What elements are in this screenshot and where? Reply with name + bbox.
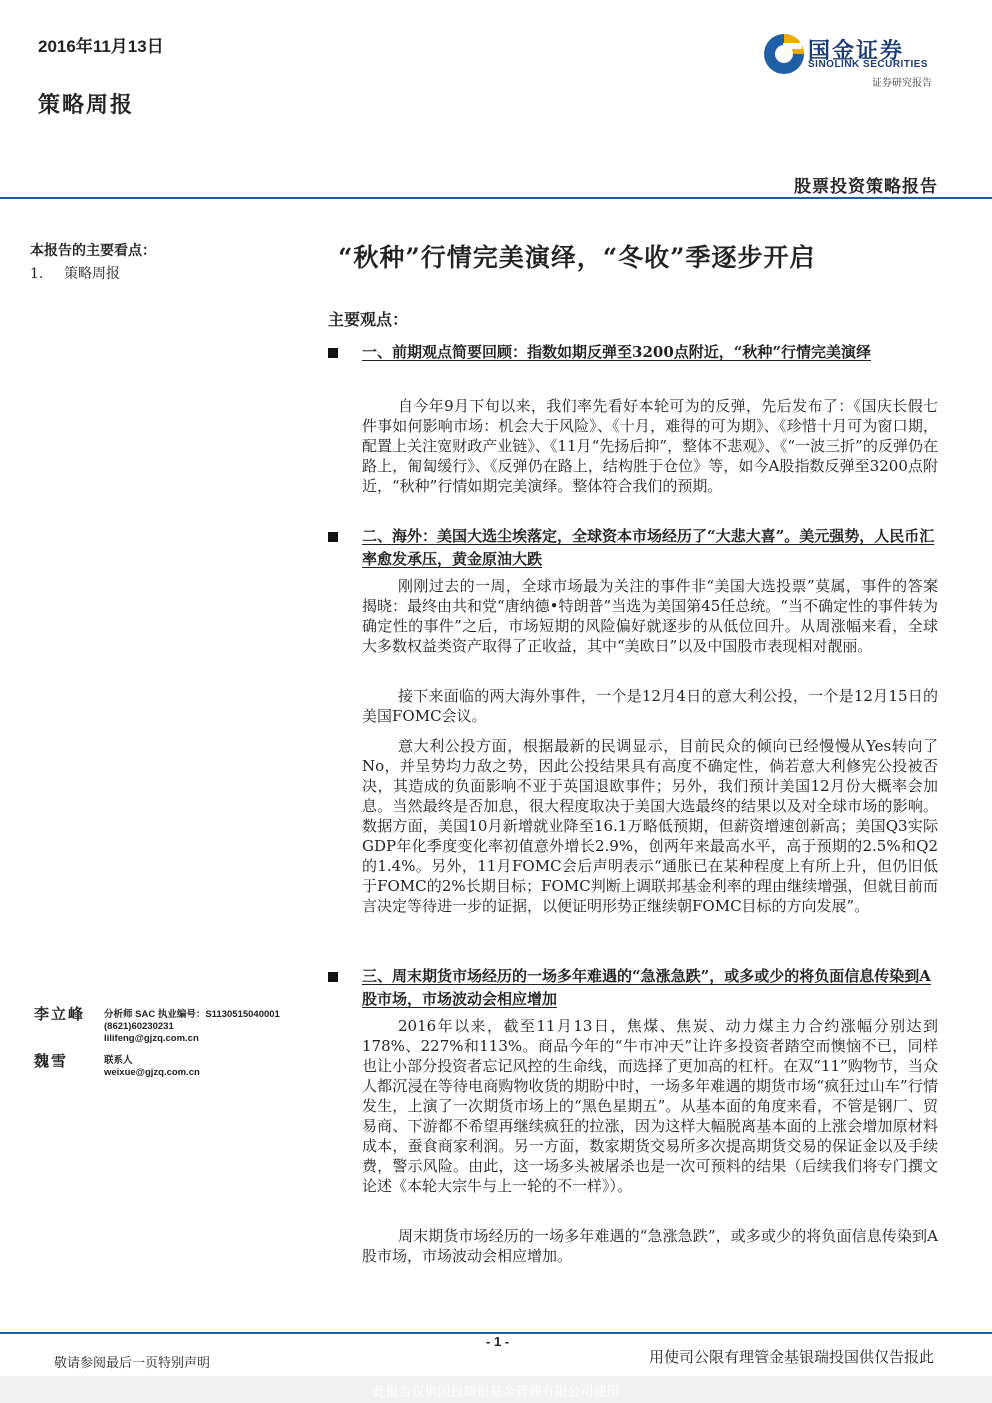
section-heading-1: 一、前期观点简要回顾：指数如期反弹至3200点附近，“秋种”行情完美演绎 — [362, 343, 872, 361]
contact-email: weixue@gjzq.com.cn — [104, 1067, 200, 1078]
section-2-paragraph-1: 刚刚过去的一周，全球市场最为关注的事件非“美国大选投票”莫属，事件的答案揭晓：最终由共和党“唐纳德•特朗普”当选为美国第45任总统。“当不确定性的事件转为确定性的事件”之后，市场短期的风险偏好就逐步的从低位回升。从周涨幅来看，全球大多数权益类资产取得了正收益，其中“美欧日”以及中国股市表现相对靓丽。 — [362, 577, 938, 655]
sidebar-item-label: 策略周报 — [64, 266, 120, 282]
analyst-name: 李立峰 — [34, 1005, 86, 1023]
contact-name: 魏雪 — [34, 1052, 69, 1070]
section-bullet-icon — [328, 348, 338, 358]
analyst-contact — [104, 1009, 280, 1045]
logo-subtitle: 证券研究报告 — [872, 78, 932, 89]
page-number: - 1 - — [486, 1334, 510, 1349]
sidebar-heading: 本报告的主要看点： — [30, 243, 156, 259]
header-divider — [0, 197, 992, 199]
analyst-email: lilifeng@gjzq.com.cn — [104, 1033, 199, 1044]
analyst-role: 分析师 SAC 执业编号：S1130515040001 — [104, 1009, 280, 1020]
analyst-phone: (8621)60230231 — [104, 1021, 174, 1032]
section-bullet-icon — [328, 972, 338, 982]
footer-watermark: 此报告仅供国投瑞银基金管理有限公司使用 — [372, 1385, 620, 1400]
section-2-paragraph-3: 意大利公投方面，根据最新的民调显示，目前民众的倾向已经慢慢从Yes转向了No，并呈势均力敌之势，因此公投结果具有高度不确定性，倘若意大利修宪公投被否决，其造成的负面影响不亚于英国退欧事件；另外，我们预计美国12月份大概率会加息。当然最终是否加息，很大程度取决于美国大选最终的结果以及对全球市场的影响。数据方面，美国10月新增就业降至16.1万略低预期，但薪资增速创新高；美国Q3实际GDP年化季度变化率初值意外增长2.9%，创两年来最高水平，高于预期的2.5%和Q2的1.4%。另外，11月FOMC会后声明表示“通胀已在某种程度上有所上升，但仍旧低于FOMC的2%长期目标；FOMC判断上调联邦基金利率的理由继续增强，但就目前而言决定等待进一步的证据，以便证明形势正继续朝FOMC目标的方向发展”。 — [362, 737, 938, 915]
section-heading-3: 三、周末期货市场经历的一场多年难遇的“急涨急跌”，或多或少的将负面信息传染到A股市场，市场波动会相应增加 — [362, 967, 931, 1008]
sidebar-item-number: 1. — [30, 266, 44, 282]
section-heading-2: 二、海外：美国大选尘埃落定，全球资本市场经历了“大悲大喜”。美元强势，人民币汇率愈发承压，黄金原油大跌 — [362, 527, 935, 568]
logo-name-cn: 国金证券 — [808, 38, 905, 63]
section-2-paragraph-2: 接下来面临的两大海外事件，一个是12月4日的意大利公投，一个是12月15日的美国FOMC会议。 — [362, 687, 938, 725]
section-3-paragraph-2: 周末期货市场经历的一场多年难遇的“急涨急跌”，或多或少的将负面信息传染到A股市场，市场波动会相应增加。 — [362, 1227, 938, 1265]
logo-name-en: SINOLINK SECURITIES — [808, 59, 929, 70]
contact-info — [104, 1055, 200, 1079]
section-1-paragraph-1: 自今年9月下旬以来，我们率先看好本轮可为的反弹，先后发布了：《国庆长假七件事如何影响市场：机会大于风险》、《十月，难得的可为期》、《珍惜十月可为窗口期，配置上关注宽财政产业链》、《11月“先扬后抑”，整体不悲观》、《“一波三折”的反弹仍在路上，匍匐缓行》、《反弹仍在路上，结构胜于仓位》等，如今A股指数反弹至3200点附近，“秋种”行情如期完美演绎。整体符合我们的预期。 — [362, 397, 938, 495]
main-views-heading: 主要观点： — [328, 310, 409, 329]
section-bullet-icon — [328, 532, 338, 542]
document-type: 股票投资策略报告 — [794, 177, 938, 197]
report-date: 2016年11月13日 — [38, 37, 164, 56]
report-title: “秋种”行情完美演绎，“冬收”季逐步开启 — [338, 243, 816, 272]
sidebar-list-item — [30, 263, 120, 283]
section-3-paragraph-1: 2016年以来，截至11月13日，焦煤、焦炭、动力煤主力合约涨幅分别达到178%、227%和113%。商品今年的“牛市冲天”让许多投资者踏空而懊恼不已，同样也让小部分投资者忘记风控的生命线，而选择了更加高的杠杆。在双“11”购物节，当众人都沉浸在等待电商购物收货的期盼中时，一场多年难遇的期货市场“疯狂过山车”行情发生，上演了一次期货市场上的“黑色星期五”。从基本面的角度来看，不管是钢厂、贸易商、下游都不希望再继续疯狂的拉涨，因为这样大幅脱离基本面的上涨会增加原材料成本，蚕食商家利润。另一方面，数家期货交易所多次提高期货交易的保证金以及手续费，警示风险。由此，这一场多头被屠杀也是一次可预料的结果（后续我们将专门撰文论述《本轮大宗牛与上一轮的不一样》）。 — [362, 1017, 938, 1195]
series-title: 策略周报 — [38, 92, 135, 118]
footer-disclaimer: 敬请参阅最后一页特别声明 — [54, 1356, 211, 1371]
footer-reversed-text: 用使司公限有理管金基银瑞投国供仅告报此 — [648, 1348, 934, 1366]
contact-role: 联系人 — [104, 1055, 133, 1066]
